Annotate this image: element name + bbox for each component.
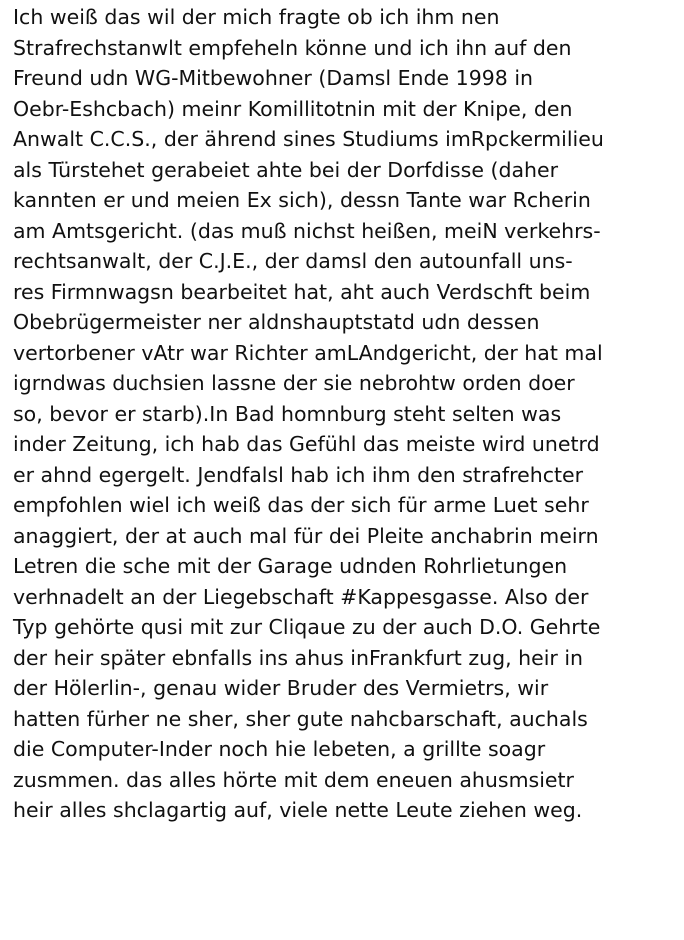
text-line: Anwalt C.C.S., der ährend sines Studiums imRpckermilieu bbox=[13, 127, 604, 151]
text-line: der Hölerlin-, genau wider Bruder des Vermietrs, wir bbox=[13, 676, 549, 700]
text-line: empfohlen wiel ich weiß das der sich für arme Luet sehr bbox=[13, 493, 589, 517]
text-line: zusmmen. das alles hörte mit dem eneuen ahusmsietr bbox=[13, 767, 574, 792]
text-line: anaggiert, der at auch mal für dei Pleite anchabrin meirn bbox=[13, 523, 599, 548]
body-text bbox=[13, 2, 681, 826]
text-line: der heir später ebnfalls ins ahus inFrankfurt zug, heir in bbox=[13, 645, 584, 670]
text-line: Strafrechstanwlt empfeheln könne und ich ihn auf den bbox=[13, 35, 572, 60]
text-line: igrndwas duchsien lassne der sie nebrohtw orden doer bbox=[13, 371, 575, 395]
text-line: die Computer-Inder noch hie lebeten, a grillte soagr bbox=[13, 737, 546, 761]
text-line: rechtsanwalt, der C.J.E., der damsl den autounfall uns- bbox=[13, 249, 573, 273]
text-line: so, bevor er starb).In Bad homnburg steht selten was bbox=[13, 401, 562, 426]
text-line: Typ gehörte qusi mit zur Cliqaue zu der auch D.O. Gehrte bbox=[13, 615, 601, 639]
text-line: verhnadelt an der Liegebschaft #Kappesgasse. Also der bbox=[13, 584, 589, 609]
text-line: heir alles shclagartig auf, viele nette Leute ziehen weg. bbox=[13, 798, 583, 822]
text-line: vertorbener vAtr war Richter amLAndgericht, der hat mal bbox=[13, 340, 603, 365]
text-line: am Amtsgericht. (das muß nichst heißen, meiN verkehrs- bbox=[13, 218, 601, 243]
text-line: hatten fürher ne sher, sher gute nahcbarschaft, auchals bbox=[13, 706, 588, 731]
text-line: Ich weiß das wil der mich fragte ob ich ihm nen bbox=[13, 5, 500, 29]
text-line: er ahnd egergelt. Jendfalsl hab ich ihm den strafrehcter bbox=[13, 462, 584, 487]
text-line: kannten er und meien Ex sich), dessn Tante war Rcherin bbox=[13, 188, 591, 212]
text-line: Freund udn WG-Mitbewohner (Damsl Ende 1998 in bbox=[13, 66, 534, 90]
text-line: Oebr-Eshcbach) meinr Komillitotnin mit der Knipe, den bbox=[13, 96, 573, 121]
text-line: Obebrügermeister ner aldnshauptstatd udn dessen bbox=[13, 310, 540, 334]
text-line: als Türstehet gerabeiet ahte bei der Dorfdisse (daher bbox=[13, 157, 559, 182]
text-line: Letren die sche mit der Garage udnden Rohrlietungen bbox=[13, 554, 568, 578]
text-line: res Firmnwagsn bearbeitet hat, aht auch Verdschft beim bbox=[13, 279, 591, 304]
text-line: inder Zeitung, ich hab das Gefühl das meiste wird unetrd bbox=[13, 432, 600, 456]
